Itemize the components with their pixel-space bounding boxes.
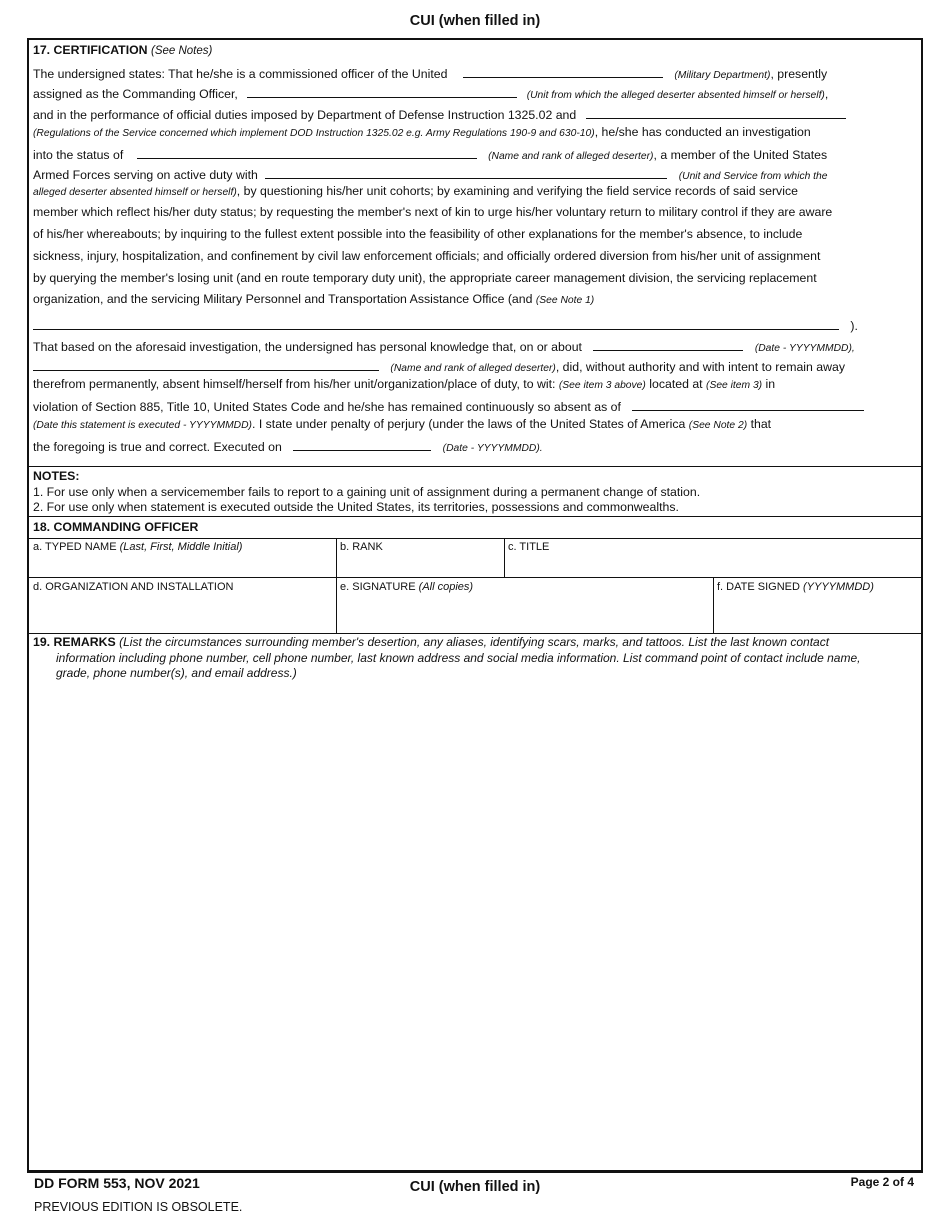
cert-line-14: That based on the aforesaid investigation, the undersigned has personal knowledge that, on or about (Date - YYYYMMDD), xyxy=(33,337,915,355)
cert-line-8: member which reflect his/her duty status; by requesting the member's next of kin to urge his/her voluntary return to military control if they are aware xyxy=(33,205,833,219)
deserter-name-rank-field-2[interactable] xyxy=(33,357,379,371)
note-2: 2. For use only when statement is executed outside the United States, its territories, possessions and commonwealths. xyxy=(33,500,679,514)
cert-line-6: Armed Forces serving on active duty with (Unit and Service from which the xyxy=(33,165,915,183)
remarks-block[interactable]: 19. REMARKS (List the circumstances surrounding member's desertion, any aliases, identifying scars, marks, and tattoos. List the last known contact information including phone number, cell phone number, last known address and social media information. List command point of contact include name, grade, phone number(s), and email address.) xyxy=(33,635,861,680)
divider xyxy=(504,538,505,577)
cui-header: CUI (when filled in) xyxy=(409,13,541,29)
absence-date-field[interactable] xyxy=(593,337,743,351)
rank-label: b. RANK xyxy=(340,541,383,553)
cert-line-19: the foregoing is true and correct. Executed on (Date - YYYYMMDD). xyxy=(33,437,915,455)
cert-line-3: and in the performance of official duties imposed by Department of Defense Instruction 1325.02 and xyxy=(33,105,915,123)
unit-service-field[interactable] xyxy=(265,165,667,179)
cert-line-13: ). xyxy=(33,316,915,334)
divider xyxy=(29,466,921,467)
divider xyxy=(29,538,921,539)
divider xyxy=(29,633,921,634)
cert-line-1: The undersigned states: That he/she is a commissioned officer of the United (Military Department), presently xyxy=(33,64,915,82)
section17-title: 17. CERTIFICATION xyxy=(33,43,148,57)
executed-date-field[interactable] xyxy=(293,437,431,451)
organization-installation-label: d. ORGANIZATION AND INSTALLATION xyxy=(33,581,234,593)
unit-field[interactable] xyxy=(247,84,517,98)
divider xyxy=(336,538,337,577)
cert-line-2: assigned as the Commanding Officer, (Unit from which the alleged deserter absented himself or herself), xyxy=(33,84,915,102)
notes-title: NOTES: xyxy=(33,469,80,483)
military-department-field[interactable] xyxy=(463,64,663,78)
cert-line-9: of his/her whereabouts; by inquiring to the fullest extent possible into the feasibility of other explanations for the member's absence, to include xyxy=(33,227,803,241)
divider xyxy=(336,577,337,633)
form-frame xyxy=(27,38,923,1173)
deserter-name-rank-field[interactable] xyxy=(137,145,477,159)
cert-line-18: (Date this statement is executed - YYYYMMDD). I state under penalty of perjury (under the laws of the United States of America (See Note 2) that xyxy=(33,417,772,431)
cert-line-4: (Regulations of the Service concerned which implement DOD Instruction 1325.02 e.g. Army Regulations 190-9 and 630-10), he/she has conducted an investigation xyxy=(33,125,811,139)
cert-line-7: alleged deserter absented himself or herself), by questioning his/her unit cohorts; by examining and verifying the field service records of said service xyxy=(33,184,798,198)
title-label: c. TITLE xyxy=(508,541,550,553)
cert-line-12: organization, and the servicing Military Personnel and Transportation Assistance Office (and (See Note 1) xyxy=(33,292,595,306)
absent-as-of-field[interactable] xyxy=(632,397,864,411)
cert-line-5: into the status of (Name and rank of alleged deserter), a member of the United States xyxy=(33,145,915,163)
cert-line-10: sickness, injury, hospitalization, and confinement by civil law enforcement officials; and officially ordered diversion from his/her unit of assignment xyxy=(33,249,821,263)
cert-line-15: (Name and rank of alleged deserter), did, without authority and with intent to remain away xyxy=(33,357,915,375)
divider xyxy=(29,577,921,578)
divider xyxy=(29,516,921,517)
transportation-office-field[interactable] xyxy=(33,316,839,330)
section17-title-line: 17. CERTIFICATION (See Notes) xyxy=(33,43,213,57)
cert-line-11: by querying the member's losing unit (and en route temporary duty unit), the appropriate career management division, the servicing replacement xyxy=(33,271,817,285)
page-number: Page 2 of 4 xyxy=(850,1175,914,1189)
obsolete-notice: PREVIOUS EDITION IS OBSOLETE. xyxy=(34,1200,243,1214)
section18-title: 18. COMMANDING OFFICER xyxy=(33,520,199,534)
form-id: DD FORM 553, NOV 2021 xyxy=(34,1175,200,1191)
date-signed-label: f. DATE SIGNED (YYYYMMDD) xyxy=(717,581,874,593)
cui-footer: CUI (when filled in) xyxy=(409,1179,541,1195)
typed-name-label: a. TYPED NAME (Last, First, Middle Initial) xyxy=(33,541,243,553)
cert-line-17: violation of Section 885, Title 10, United States Code and he/she has remained continuously so absent as of xyxy=(33,397,915,415)
service-regulations-field[interactable] xyxy=(586,105,846,119)
divider xyxy=(713,577,714,633)
signature-label: e. SIGNATURE (All copies) xyxy=(340,581,474,593)
note-1: 1. For use only when a servicemember fails to report to a gaining unit of assignment during a permanent change of station. xyxy=(33,484,701,499)
notes-block xyxy=(33,469,700,516)
remarks-title: 19. REMARKS xyxy=(33,635,116,649)
cert-line-16: therefrom permanently, absent himself/herself from his/her unit/organization/place of duty, to wit: (See item 3 above) located at (See item 3) in xyxy=(33,377,776,391)
